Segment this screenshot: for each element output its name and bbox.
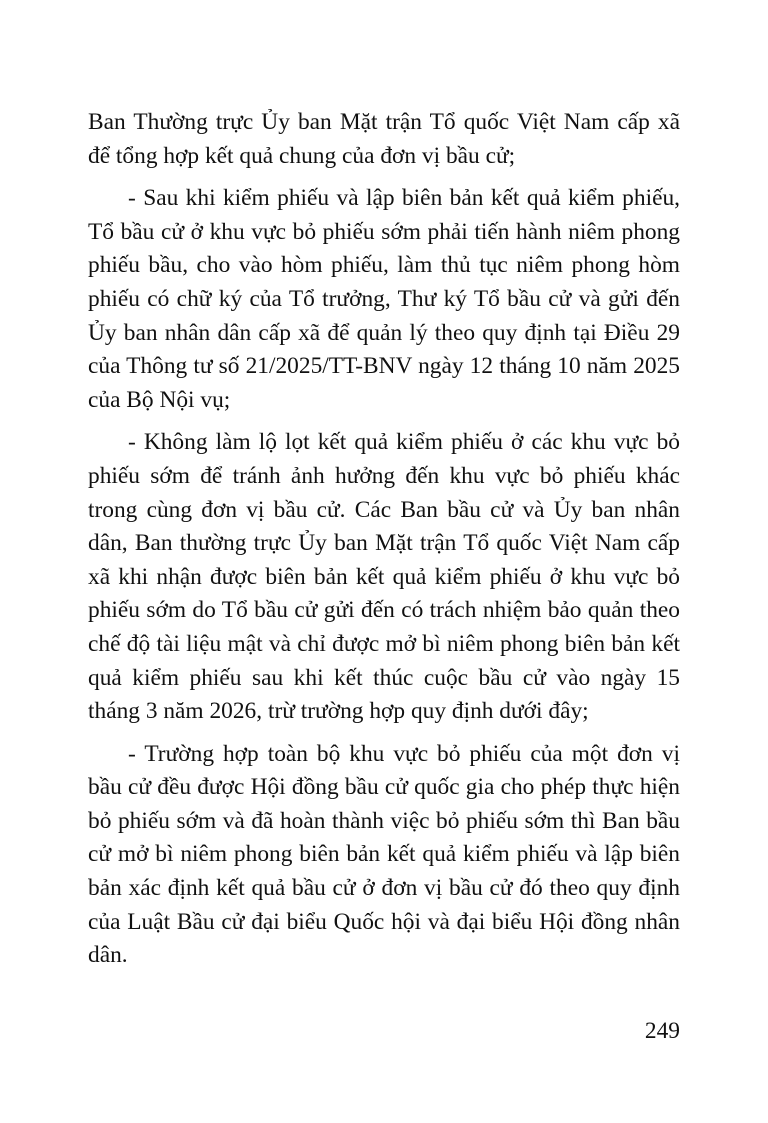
paragraph-continuation: Ban Thường trực Ủy ban Mặt trận Tổ quốc Việt Nam cấp xã để tổng hợp kết quả chung của đơn vị bầu cử; (88, 109, 680, 169)
paragraph-ballot-sealing: - Sau khi kiểm phiếu và lập biên bản kết quả kiểm phiếu, Tổ bầu cử ở khu vực bỏ phiếu sớm phải tiến hành niêm phong phiếu bầu, cho vào hòm phiếu, làm thủ tục niêm phong hòm phiếu có chữ ký của Tổ trưởng, Thư ký Tổ bầu cử và gửi đến Ủy ban nhân dân cấp xã để quản lý theo quy định tại Điều 29 của Thông tư số 21/2025/TT-BNV ngày 12 tháng 10 năm 2025 của Bộ Nội vụ; (88, 185, 680, 413)
paragraph-full-early-voting-case: - Trường hợp toàn bộ khu vực bỏ phiếu của một đơn vị bầu cử đều được Hội đồng bầu cử quốc gia cho phép thực hiện bỏ phiếu sớm và đã hoàn thành việc bỏ phiếu sớm thì Ban bầu cử mở bì niêm phong biên bản kết quả kiểm phiếu và lập biên bản xác định kết quả bầu cử ở đơn vị bầu cử đó theo quy định của Luật Bầu cử đại biểu Quốc hội và đại biểu Hội đồng nhân dân. (88, 740, 680, 969)
page-body (88, 106, 680, 982)
paragraph-result-confidentiality: - Không làm lộ lọt kết quả kiểm phiếu ở các khu vực bỏ phiếu sớm để tránh ảnh hưởng đến khu vực bỏ phiếu khác trong cùng đơn vị bầu cử. Các Ban bầu cử và Ủy ban nhân dân, Ban thường trực Ủy ban Mặt trận Tổ quốc Việt Nam cấp xã khi nhận được biên bản kết quả kiểm phiếu ở khu vực bỏ phiếu sớm do Tổ bầu cử gửi đến có trách nhiệm bảo quản theo chế độ tài liệu mật và chỉ được mở bì niêm phong biên bản kết quả kiểm phiếu sau khi kết thúc cuộc bầu cử vào ngày 15 tháng 3 năm 2026, trừ trường hợp quy định dưới đây; (88, 429, 680, 725)
page-number: 249 (644, 1018, 680, 1044)
